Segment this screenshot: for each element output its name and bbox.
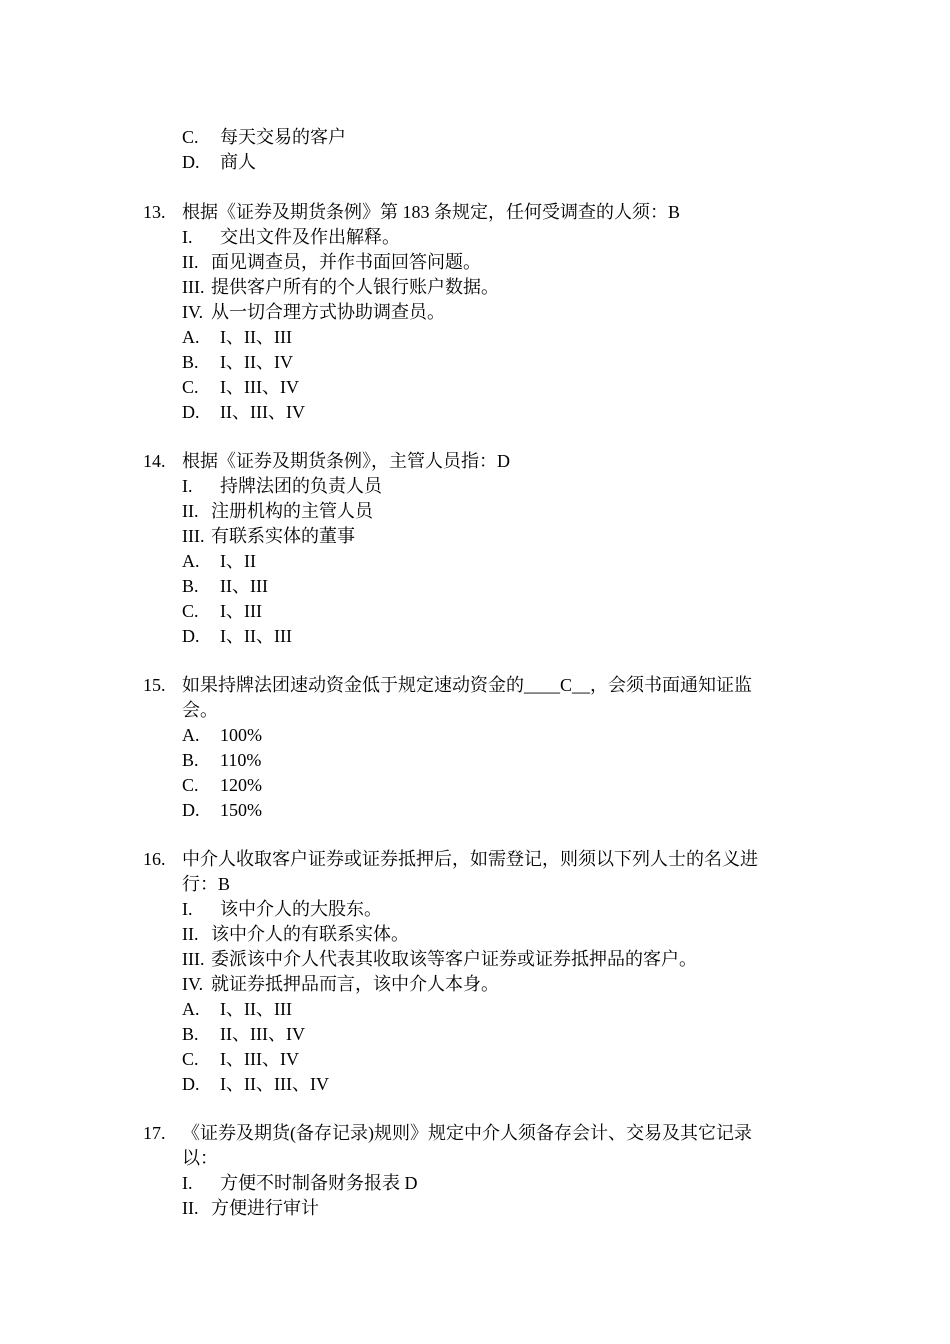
question-15 [0,673,950,823]
option-c: C. 120% [182,775,262,795]
question-stem: 13. 根据《证券及期货条例》第 183 条规定，任何受调查的人须：B [143,202,681,222]
option-b: B. 110% [182,750,262,770]
question-12-tail [0,125,950,175]
option-b: B. II、III、IV [182,1024,305,1044]
statement-ii: II. 注册机构的主管人员 [182,501,373,521]
statement-iv: IV. 就证券抵押品而言，该中介人本身。 [182,974,499,994]
option-b: B. II、III [182,576,268,596]
question-13 [0,200,950,425]
option-d: D. 商人 [182,152,256,172]
option-a: A. I、II [182,551,256,571]
statement-ii: II. 该中介人的有联系实体。 [182,924,409,944]
question-stem: 14. 根据《证券及期货条例》，主管人员指：D [143,451,510,471]
question-17 [0,1121,950,1221]
statement-iv: IV. 从一切合理方式协助调查员。 [182,302,445,322]
question-stem-line-1: 17. 《证券及期货(备存记录)规则》规定中介人须备存会计、交易及其它记录 [143,1123,752,1143]
option-a: A. I、II、III [182,327,292,347]
question-16 [0,847,950,1097]
option-c: C. I、III、IV [182,377,299,397]
option-a: A. I、II、III [182,999,292,1019]
statement-i: I. 该中介人的大股东。 [182,899,382,919]
option-b: B. I、II、IV [182,352,293,372]
option-c: C. 每天交易的客户 [182,127,346,147]
statement-iii: III. 委派该中介人代表其收取该等客户证券或证券抵押品的客户。 [182,949,697,969]
statement-ii: II. 方便进行审计 [182,1198,319,1218]
statement-iii: III. 有联系实体的董事 [182,526,355,546]
statement-ii: II. 面见调查员，并作书面回答问题。 [182,252,481,272]
option-d: D. I、II、III [182,626,292,646]
option-d: D. II、III、IV [182,402,305,422]
statement-iii: III. 提供客户所有的个人银行账户数据。 [182,277,499,297]
question-stem-line-1: 16. 中介人收取客户证券或证券抵押后，如需登记，则须以下列人士的名义进 [143,849,758,869]
question-14 [0,449,950,649]
question-stem-line-2: 行：B [182,874,231,894]
statement-i: I. 交出文件及作出解释。 [182,227,400,247]
option-d: D. 150% [182,800,262,820]
statement-i: I. 方便不时制备财务报表 D [182,1173,418,1193]
question-stem-line-2: 会。 [182,700,218,720]
question-stem-line-1: 15. 如果持牌法团速动资金低于规定速动资金的____C__，会须书面通知证监 [143,675,753,695]
statement-i: I. 持牌法团的负责人员 [182,476,382,496]
option-d: D. I、II、III、IV [182,1074,329,1094]
question-stem-line-2: 以： [182,1148,218,1168]
option-a: A. 100% [182,725,262,745]
option-c: C. I、III [182,601,262,621]
option-c: C. I、III、IV [182,1049,299,1069]
